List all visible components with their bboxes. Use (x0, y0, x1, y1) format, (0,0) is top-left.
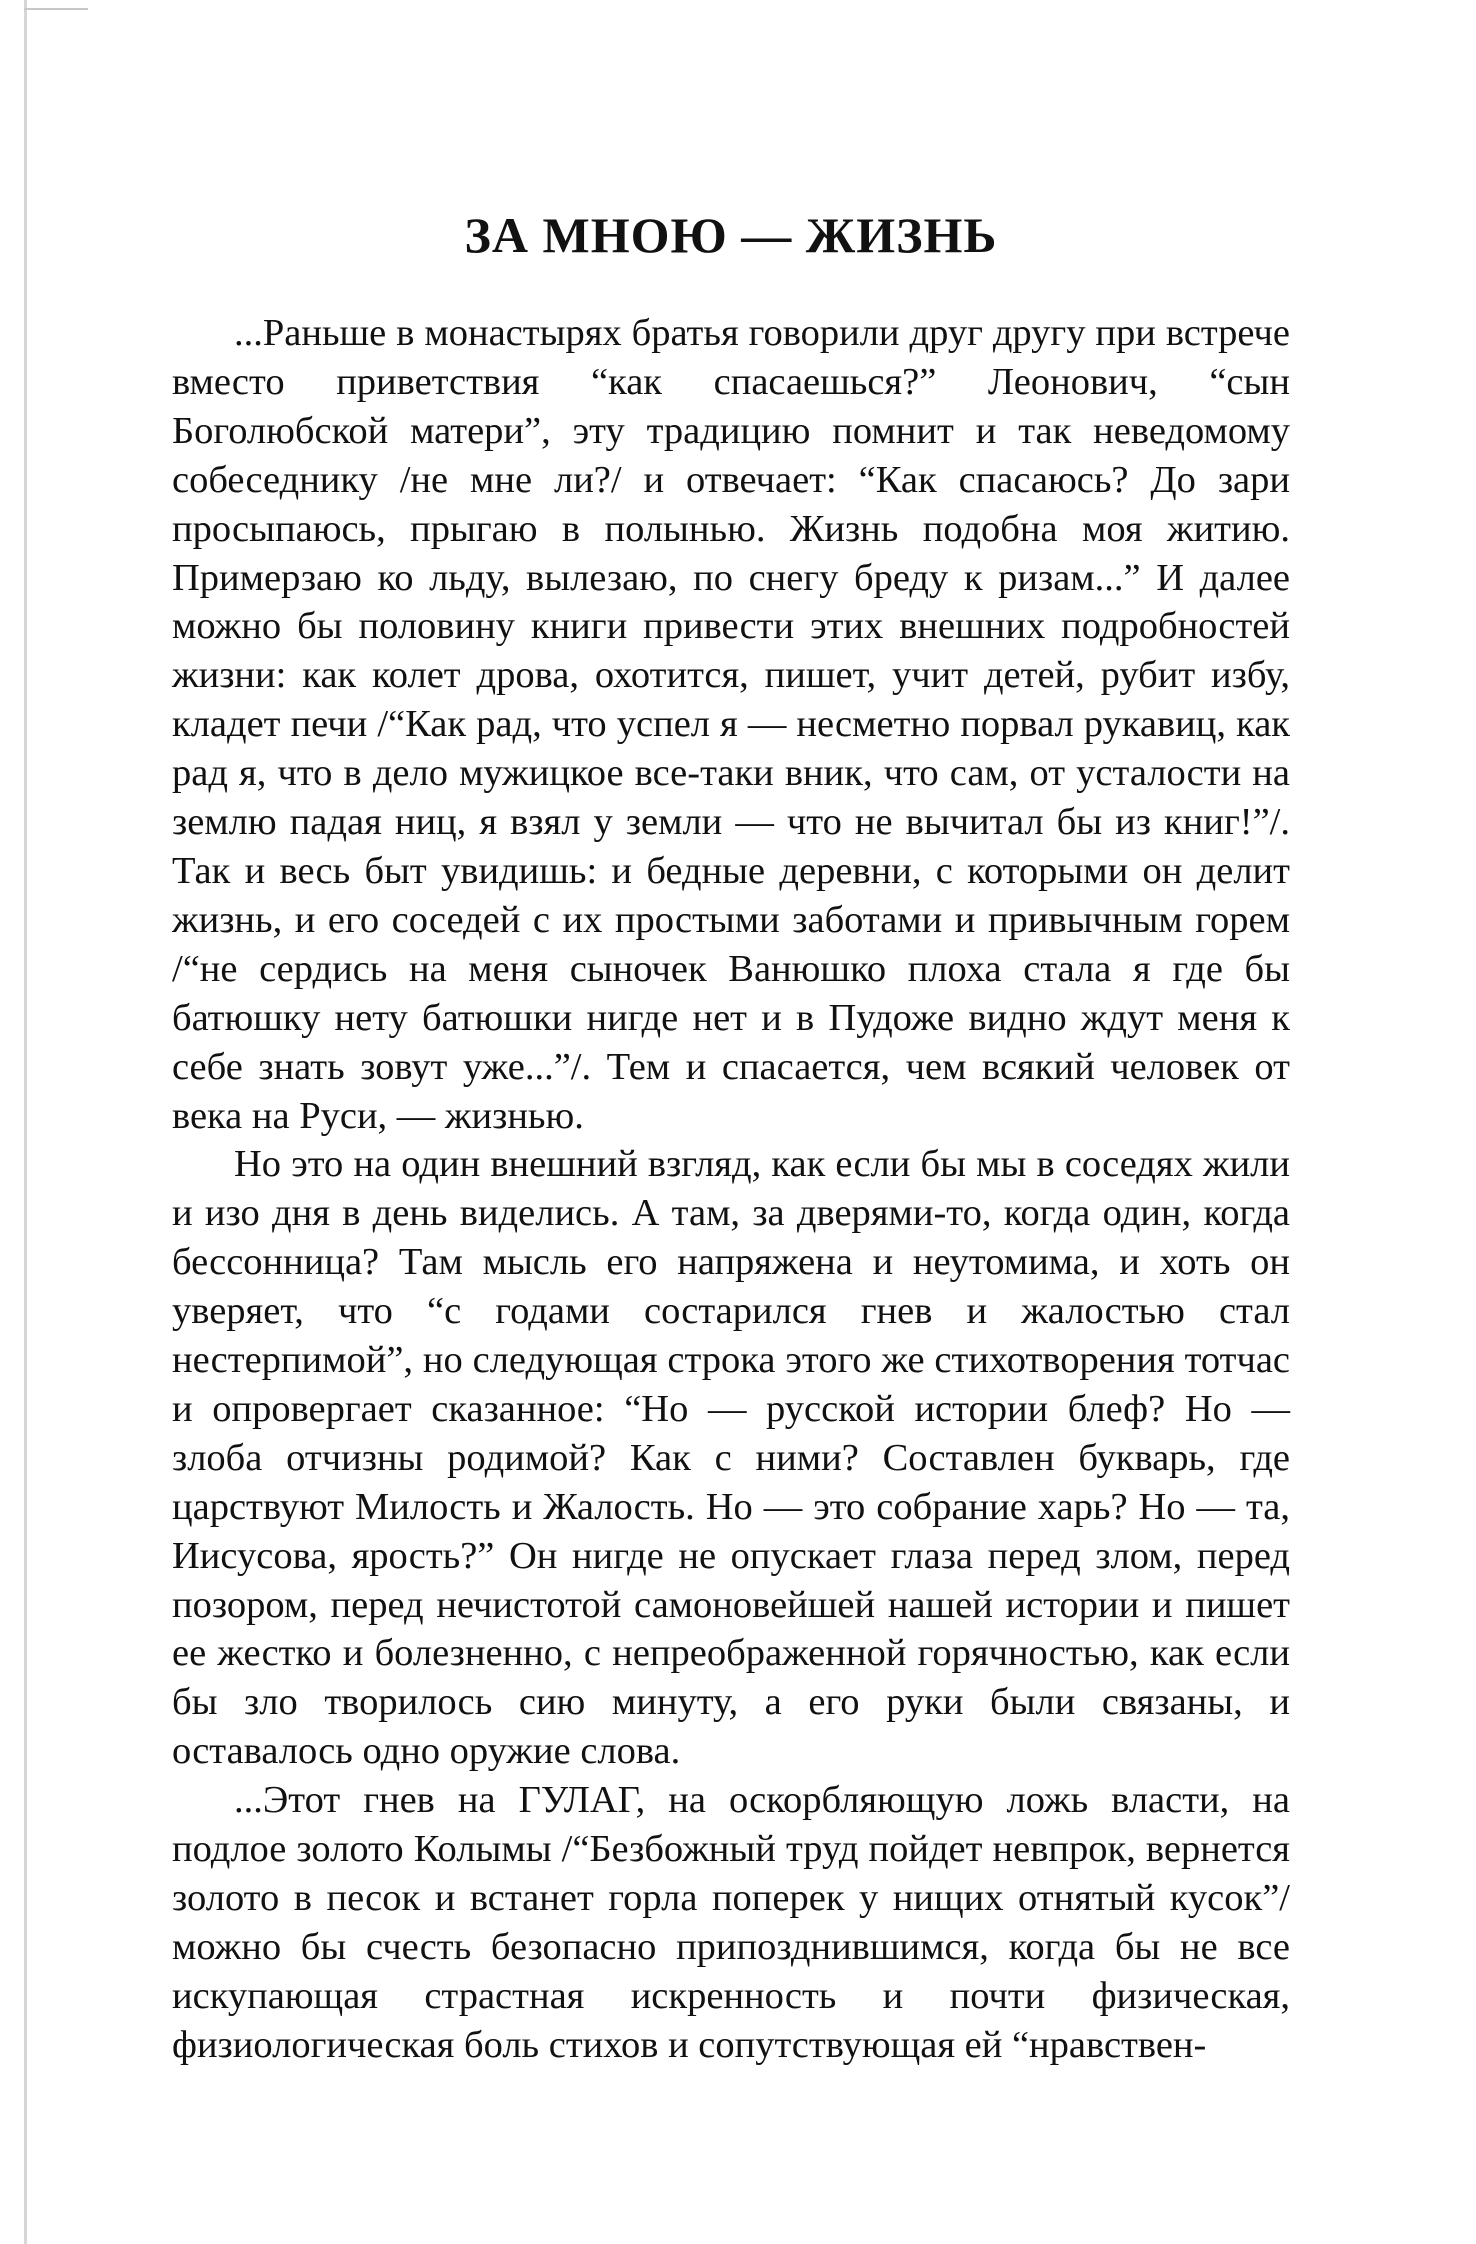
scan-edge-line (24, 0, 27, 2244)
chapter-title: ЗА МНОЮ — ЖИЗНЬ (464, 207, 998, 263)
paragraph-3: ...Этот гнев на ГУЛАГ, на оскорбляющую ложь власти, на подлое золото Колымы /“Безбожный труд пойдет невпрок, вернется золото в песок и встанет горла поперек у нищих отнятый кусок”/ можно бы счесть безопасно припозднившимся, когда бы не все искупающая страстная искренность и почти физическая, физиологическая боль стихов и сопутствующая ей “нравствен- (172, 1779, 1290, 2066)
scan-corner-mark (24, 8, 88, 10)
paragraph-2: Но это на один внешний взгляд, как если бы мы в соседях жили и изо дня в день виделись. А там, за дверями-то, когда один, когда бессонница? Там мысль его напряжена и неутомима, и хоть он уверяет, что “с годами состарился гнев и жалостью стал нестерпимой”, но следующая строка этого же стихотворения тотчас и опровергает сказанное: “Но — русской истории блеф? Но — злоба отчизны родимой? Как с ними? Составлен букварь, где царствуют Милость и Жалость. Но — это собрание харь? Но — та, Иисусова, ярость?” Он нигде не опускает глаза перед злом, перед позором, перед нечистотой самоновейшей нашей истории и пишет ее жестко и болезненно, с непреображенной горячностью, как если бы зло творилось сию минуту, а его руки были связаны, и оставалось одно оружие слова. (172, 1143, 1290, 1773)
paragraph-1: ...Раньше в монастырях братья говорили друг другу при встрече вместо приветствия “как спасаешься?” Леонович, “сын Боголюбской матери”, эту традицию помнит и так неведомому собеседнику /не мне ли?/ и отвечает: “Как спасаюсь? До зари просыпаюсь, прыгаю в полынью. Жизнь подобна моя житию. Примерзаю ко льду, вылезаю, по снегу бреду к ризам...” И далее можно бы половину книги привести этих внешних подробностей жизни: как колет дрова, охотится, пишет, учит детей, рубит избу, кладет печи /“Как рад, что успел я — несметно порвал рукавиц, как рад я, что в дело мужицкое все-таки вник, что сам, от усталости на землю падая ниц, я взял у земли — что не вычитал бы из книг!”/. Так и весь быт увидишь: и бедные деревни, с которыми он делит жизнь, и его соседей с их простыми заботами и привычным горем /“не сердись на меня сыночек Ванюшко плоха стала я где бы батюшку нету батюшки нигде нет и в Пудоже видно ждут меня к себе знать зовут уже...”/. Тем и спасается, чем всякий человек от века на Руси, — жизнью. (172, 312, 1290, 1137)
book-page (172, 205, 1290, 2070)
